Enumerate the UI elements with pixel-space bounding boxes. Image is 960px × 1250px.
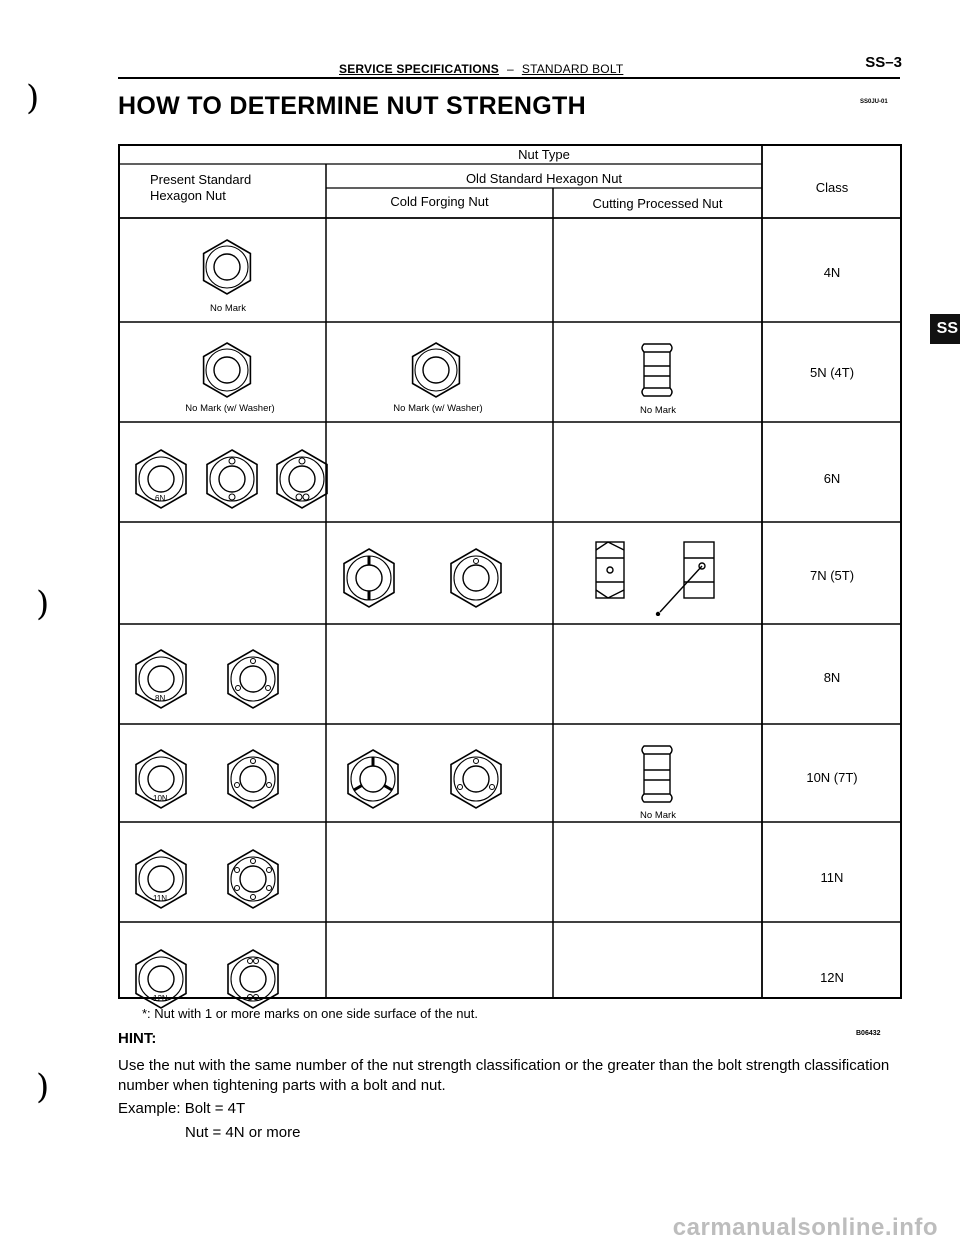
hex-nut-three-lines-icon (348, 750, 398, 808)
page-number: SS–3 (865, 54, 902, 71)
six-n-nut-group (128, 446, 338, 512)
stamp-12n: 12N (153, 994, 168, 1003)
section-code: SS0JU-01 (860, 99, 888, 105)
section-tab: SS (930, 314, 960, 344)
twelve-n-nut-group (128, 946, 318, 1012)
present-standard-line2: Hexagon Nut (150, 188, 226, 203)
class-12n: 12N (820, 970, 844, 985)
cutting-nut-side-icon (638, 338, 678, 402)
example-bolt: Example: Bolt = 4T (118, 1100, 246, 1117)
binder-mark-middle: ) (36, 584, 50, 624)
hex-nut-10n-stamp-icon (136, 750, 186, 808)
cold-forging-nut-washer-icon (405, 339, 467, 401)
class-5n: 5N (4T) (809, 365, 855, 380)
old-standard-header: Old Standard Hexagon Nut (465, 171, 623, 186)
class-4n: 4N (823, 265, 841, 280)
class-7n: 7N (5T) (809, 568, 855, 583)
hex-nut-five-dots-icon (228, 750, 278, 808)
hex-nut-three-dots-icon (277, 450, 327, 508)
class-8n: 8N (823, 670, 841, 685)
cutting-processed-header: Cutting Processed Nut (592, 196, 723, 211)
stamp-6n: 6N (155, 494, 166, 503)
hex-nut-icon (196, 236, 258, 298)
hex-nut-12n-stamp-icon (136, 950, 186, 1008)
label-no-mark-washer: No Mark (w/ Washer) (185, 403, 275, 414)
hex-nut-four-dots-icon (228, 650, 278, 708)
stamp-10n: 10N (153, 794, 168, 803)
eight-n-nut-group (128, 646, 318, 712)
hex-nut-three-dots-ring-icon (451, 750, 501, 808)
label-no-mark-4n: No Mark (210, 303, 246, 314)
label-cut-no-mark-10n: No Mark (640, 810, 676, 821)
hex-nut-11n-stamp-icon (136, 850, 186, 908)
header-section (339, 62, 623, 76)
header-rule (118, 77, 900, 79)
class-10n: 10N (7T) (806, 770, 858, 785)
hex-nut-one-dot-icon (451, 549, 501, 607)
cutting-nut-marked-side-icon (596, 542, 624, 598)
seven-n-cutting-group (586, 536, 726, 616)
class-6n: 6N (823, 471, 841, 486)
stamp-11n: 11N (153, 894, 168, 903)
class-header: Class (815, 180, 849, 195)
label-cold-no-mark-washer: No Mark (w/ Washer) (393, 403, 483, 414)
hint-label: HINT: (118, 1030, 157, 1047)
hex-nut-8n-stamp-icon (136, 650, 186, 708)
present-standard-header (150, 172, 320, 204)
binder-mark-bottom: ) (36, 1067, 50, 1107)
ten-n-cold-group (340, 746, 530, 812)
figure-code: B06432 (856, 1030, 881, 1037)
hex-nut-washer-icon (196, 339, 258, 401)
hex-nut-6n-stamp-icon (136, 450, 186, 508)
class-11n: 11N (820, 870, 844, 885)
stamp-8n: 8N (155, 694, 166, 703)
cutting-nut-side-10n-icon (638, 740, 678, 808)
nut-type-header: Nut Type (518, 147, 570, 162)
hex-nut-two-dots-icon (207, 450, 257, 508)
hint-text: Use the nut with the same number of the nut strength classification or the greater than the bolt strength classification number when tightening parts with a bolt and nut. (118, 1057, 890, 1094)
page-title: HOW TO DETERMINE NUT STRENGTH (118, 92, 586, 120)
footnote: *: Nut with 1 or more marks on one side surface of the nut. (142, 1006, 478, 1021)
cutting-nut-marked-corner-icon (657, 542, 715, 616)
seven-n-cold-group (336, 545, 526, 611)
ten-n-nut-group (128, 746, 318, 812)
hex-nut-double-dots-icon (228, 950, 278, 1008)
label-cut-no-mark-5n: No Mark (640, 405, 676, 416)
present-standard-line1: Present Standard (150, 172, 252, 187)
hex-nut-six-dots-icon (228, 850, 278, 908)
header-section-title: SERVICE SPECIFICATIONS (339, 62, 499, 76)
header-separator: – (506, 62, 514, 76)
header-subsection: STANDARD BOLT (521, 62, 624, 76)
watermark: carmanualsonline.info (672, 1214, 938, 1241)
eleven-n-nut-group (128, 846, 318, 912)
example-nut: Nut = 4N or more (185, 1124, 301, 1141)
binder-mark-top: ) (26, 78, 40, 118)
cold-forging-header: Cold Forging Nut (390, 194, 489, 209)
hex-nut-two-lines-icon (344, 549, 394, 607)
